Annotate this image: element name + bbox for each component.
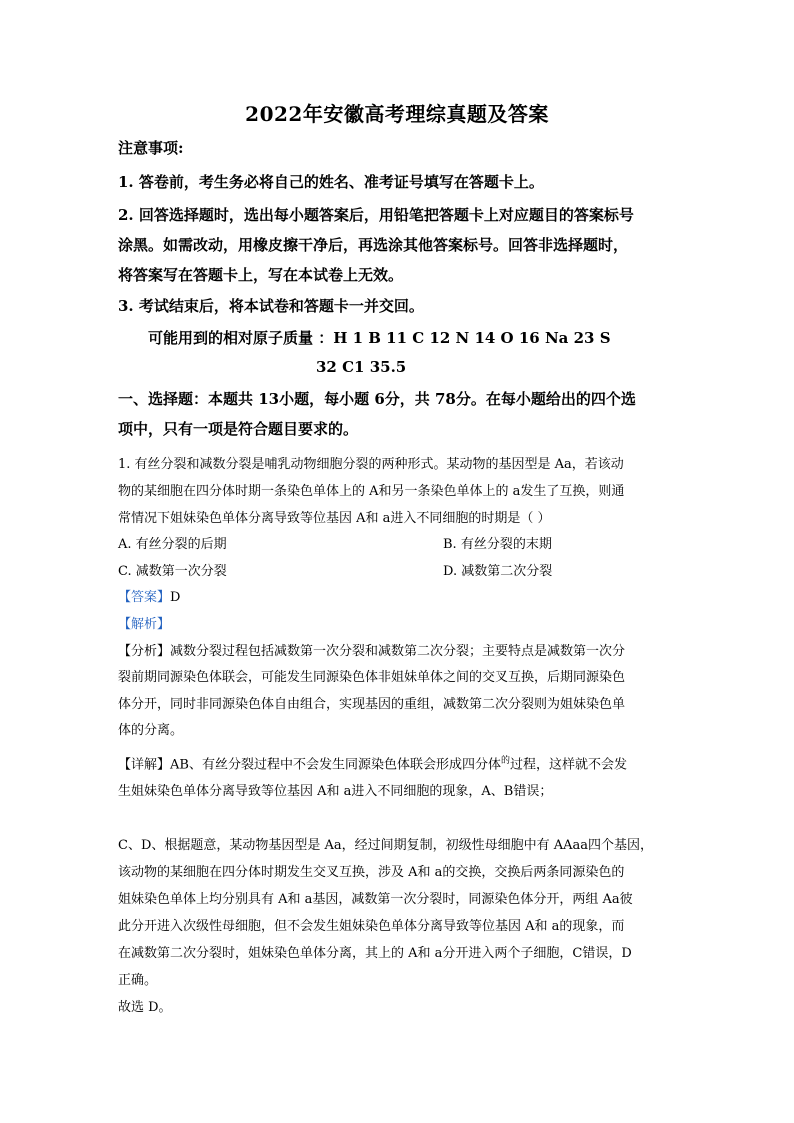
- fenxi-line-4: 体的分离。: [118, 723, 184, 738]
- xiangjie-line-1: [118, 753, 627, 772]
- fenxi-line-1: [118, 640, 625, 659]
- cd-line-1: C、D、根据题意，某动物基因型是 Aa，经过间期复制，初级性母细胞中有 AAaa四个基因，: [118, 838, 654, 853]
- option-b: B. 有丝分裂的末期: [443, 537, 552, 552]
- cd-line-4: 此分开进入次级性母细胞，但不会发生姐妹染色单体分离导致等位基因 A和 a的现象，而: [118, 919, 625, 934]
- answer-line: [118, 586, 180, 605]
- option-c: C. 减数第一次分裂: [118, 564, 227, 579]
- cd-line-5: 在减数第二次分裂时，姐妹染色单体分离，其上的 A和 a分开进入两个子细胞，C错误，D: [118, 946, 632, 961]
- notice-heading: 注意事项:: [118, 139, 184, 157]
- section-heading-line-1: 一、选择题：本题共 13小题，每小题 6分，共 78分。在每小题给出的四个选: [118, 390, 636, 408]
- xiangjie-superscript: 的: [500, 756, 510, 766]
- cd-line-6: 正确。: [118, 973, 158, 988]
- section-heading-line-2: 项中，只有一项是符合题目要求的。: [118, 420, 359, 438]
- xiangjie-text-1a: AB、有丝分裂过程中不会发生同源染色体联会形成四分体: [170, 757, 501, 773]
- analysis-tag: 【解析】: [118, 617, 171, 632]
- conclusion-line: 故选 D。: [118, 1000, 172, 1015]
- atomic-mass-line-2: 32 C1 35.5: [316, 358, 407, 376]
- notice-item-2-line-3: 将答案写在答题卡上，写在本试卷上无效。: [118, 266, 404, 284]
- notice-item-1: 1. 答卷前，考生务必将自己的姓名、准考证号填写在答题卡上。: [118, 173, 544, 191]
- xiangjie-text-1b: 过程，这样就不会发: [509, 757, 627, 773]
- analysis-heading: [118, 613, 170, 632]
- cd-line-3: 姐妹染色单体上均分别具有 A和 a基因，减数第一次分裂时，同源染色体分开，两组 Aa彼: [118, 892, 633, 907]
- notice-item-3: 3. 考试结束后，将本试卷和答题卡一并交回。: [118, 297, 424, 315]
- fenxi-text-1: 减数分裂过程包括减数第一次分裂和减数第二次分裂；主要特点是减数第一次分: [170, 644, 626, 659]
- option-d: D. 减数第二次分裂: [443, 564, 553, 579]
- notice-item-2-line-2: 涂黑。如需改动，用橡皮擦干净后，再选涂其他答案标号。回答非选择题时，: [118, 236, 629, 254]
- question-1-stem-line-3: 常情况下姐妹染色单体分离导致等位基因 A和 a进入不同细胞的时期是（ ）: [118, 511, 551, 526]
- atomic-mass-line-1: 可能用到的相对原子质量 ：H 1 B 11 C 12 N 14 O 16 Na 23 S: [148, 329, 611, 347]
- fenxi-line-3: 体分开，同时非同源染色体自由组合，实现基因的重组，减数第二次分裂则为姐妹染色单: [118, 697, 626, 712]
- question-1-stem-line-1: 1. 有丝分裂和减数分裂是哺乳动物细胞分裂的两种形式。某动物的基因型是 Aa，若该动: [118, 457, 624, 472]
- answer-value: D: [170, 590, 181, 605]
- xiangjie-tag: 【详解】: [118, 757, 171, 773]
- question-1-stem-line-2: 物的某细胞在四分体时期一条染色单体上的 A和另一条染色单体上的 a发生了互换，则通: [118, 484, 625, 499]
- notice-item-2-line-1: 2. 回答选择题时，选出每小题答案后，用铅笔把答题卡上对应题目的答案标号: [118, 206, 634, 224]
- fenxi-line-2: 裂前期同源染色体联会，可能发生同源染色体非姐妹单体之间的交叉互换，后期同源染色: [118, 670, 626, 685]
- option-a: A. 有丝分裂的后期: [118, 537, 227, 552]
- xiangjie-line-2: 生姐妹染色单体分离导致等位基因 A和 a进入不同细胞的现象，A、B错误；: [118, 784, 553, 799]
- cd-line-2: 该动物的某细胞在四分体时期发生交叉互换，涉及 A和 a的交换，交换后两条同源染色的: [118, 865, 625, 880]
- fenxi-tag: 【分析】: [118, 644, 171, 659]
- answer-tag: 【答案】: [118, 590, 171, 605]
- page-title: 2022年安徽高考理综真题及答案: [245, 102, 549, 126]
